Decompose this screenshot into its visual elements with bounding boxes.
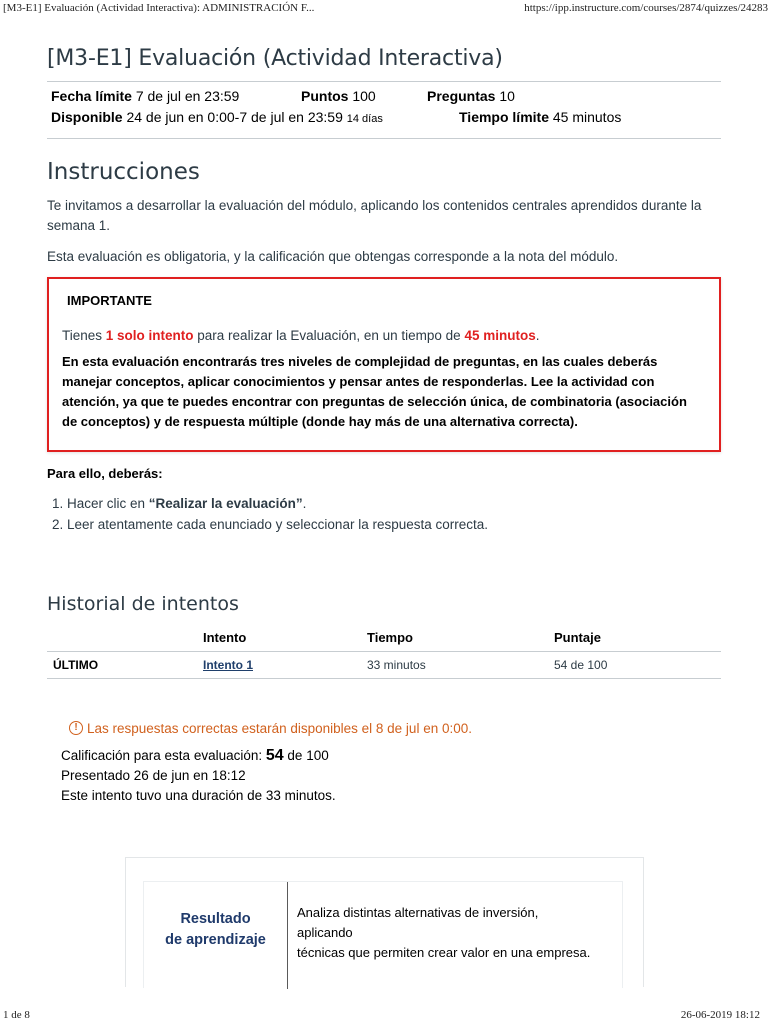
attempt-duration: Este intento tuvo una duración de 33 minutos.: [61, 787, 336, 803]
attempt-history-table: [47, 625, 721, 679]
column-header: Puntaje: [554, 625, 721, 651]
availability: Disponible 24 de jun en 0:00-7 de jul en 23:59 14 días: [51, 109, 383, 125]
attempt-score: 54 de 100: [554, 651, 721, 678]
column-header: [47, 625, 203, 651]
warning-icon: !: [69, 721, 83, 735]
answers-available-notice: [69, 721, 721, 736]
steps-label: Para ello, deberás:: [47, 466, 163, 481]
time-limit: Tiempo límite 45 minutos: [459, 109, 622, 125]
page-title: [M3-E1] Evaluación (Actividad Interactiva): [47, 46, 503, 71]
points: Puntos 100: [301, 88, 376, 104]
instructions-paragraph: Te invitamos a desarrollar la evaluación del módulo, aplicando los contenidos centrales aprendidos durante la semana 1.: [47, 198, 702, 233]
page-number: 1 de 8: [3, 1009, 30, 1021]
submitted-date: Presentado 26 de jun en 18:12: [61, 767, 246, 783]
print-page-url: https://ipp.instructure.com/courses/2874/quizzes/24283: [524, 2, 768, 14]
instructions-paragraph: Esta evaluación es obligatoria, y la calificación que obtengas corresponde a la nota del módulo.: [47, 249, 619, 264]
due-date: Fecha límite 7 de jul en 23:59: [51, 88, 240, 104]
learning-outcome-card: [125, 857, 644, 987]
questions-count: Preguntas 10: [427, 88, 515, 104]
attempt-link[interactable]: Intento 1: [203, 657, 253, 672]
important-description: En esta evaluación encontrarás tres niveles de complejidad de preguntas, en las cuales deberás manejar conceptos, aplicar conocimientos y pensar antes de responderlas. Lee la actividad con atención, ya que te puedes encontrar con preguntas de selección única, de combinatoria (asociación de conceptos) y de respuesta múltiple (donde hay más de una alternativa correcta).: [62, 354, 687, 429]
print-date: 26-06-2019 18:12: [680, 1009, 760, 1021]
score-value: 54: [265, 746, 284, 764]
attempt-time: 33 minutos: [367, 651, 554, 678]
score-line: Calificación para esta evaluación: 54 de 100: [61, 746, 329, 764]
learning-outcome-label: Resultado de aprendizaje: [144, 882, 288, 989]
column-header: Intento: [203, 625, 367, 651]
score-summary: [61, 746, 721, 806]
instructions-heading: Instrucciones: [47, 159, 200, 185]
quiz-details: [47, 81, 721, 139]
important-title: IMPORTANTE: [67, 293, 152, 308]
print-page-title: [M3-E1] Evaluación (Actividad Interactiva): ADMINISTRACIÓN F...: [3, 2, 315, 14]
learning-outcome-table: [143, 881, 623, 988]
steps-list: [67, 493, 721, 535]
print-header: [0, 0, 768, 20]
attempt-history-heading: Historial de intentos: [47, 593, 239, 615]
print-footer: [0, 1004, 768, 1024]
list-item: 2. Leer atentamente cada enunciado y seleccionar la respuesta correcta.: [67, 514, 721, 535]
important-box: [47, 277, 721, 452]
learning-outcome-description: Analiza distintas alternativas de inversión, aplicando técnicas que permiten crear valor en una empresa.: [297, 905, 591, 960]
table-header-row: [47, 625, 721, 651]
notice-text: Las respuestas correctas estarán disponibles el 8 de jul en 0:00.: [87, 720, 472, 736]
column-header: Tiempo: [367, 625, 554, 651]
latest-attempt-tag: ÚLTIMO: [53, 657, 99, 672]
list-item: 1. Hacer clic en “Realizar la evaluación”.: [67, 493, 721, 514]
attempt-rule: Tienes 1 solo intento para realizar la Evaluación, en un tiempo de 45 minutos.: [62, 328, 540, 343]
table-row: [47, 651, 721, 678]
quiz-content: [47, 46, 721, 806]
